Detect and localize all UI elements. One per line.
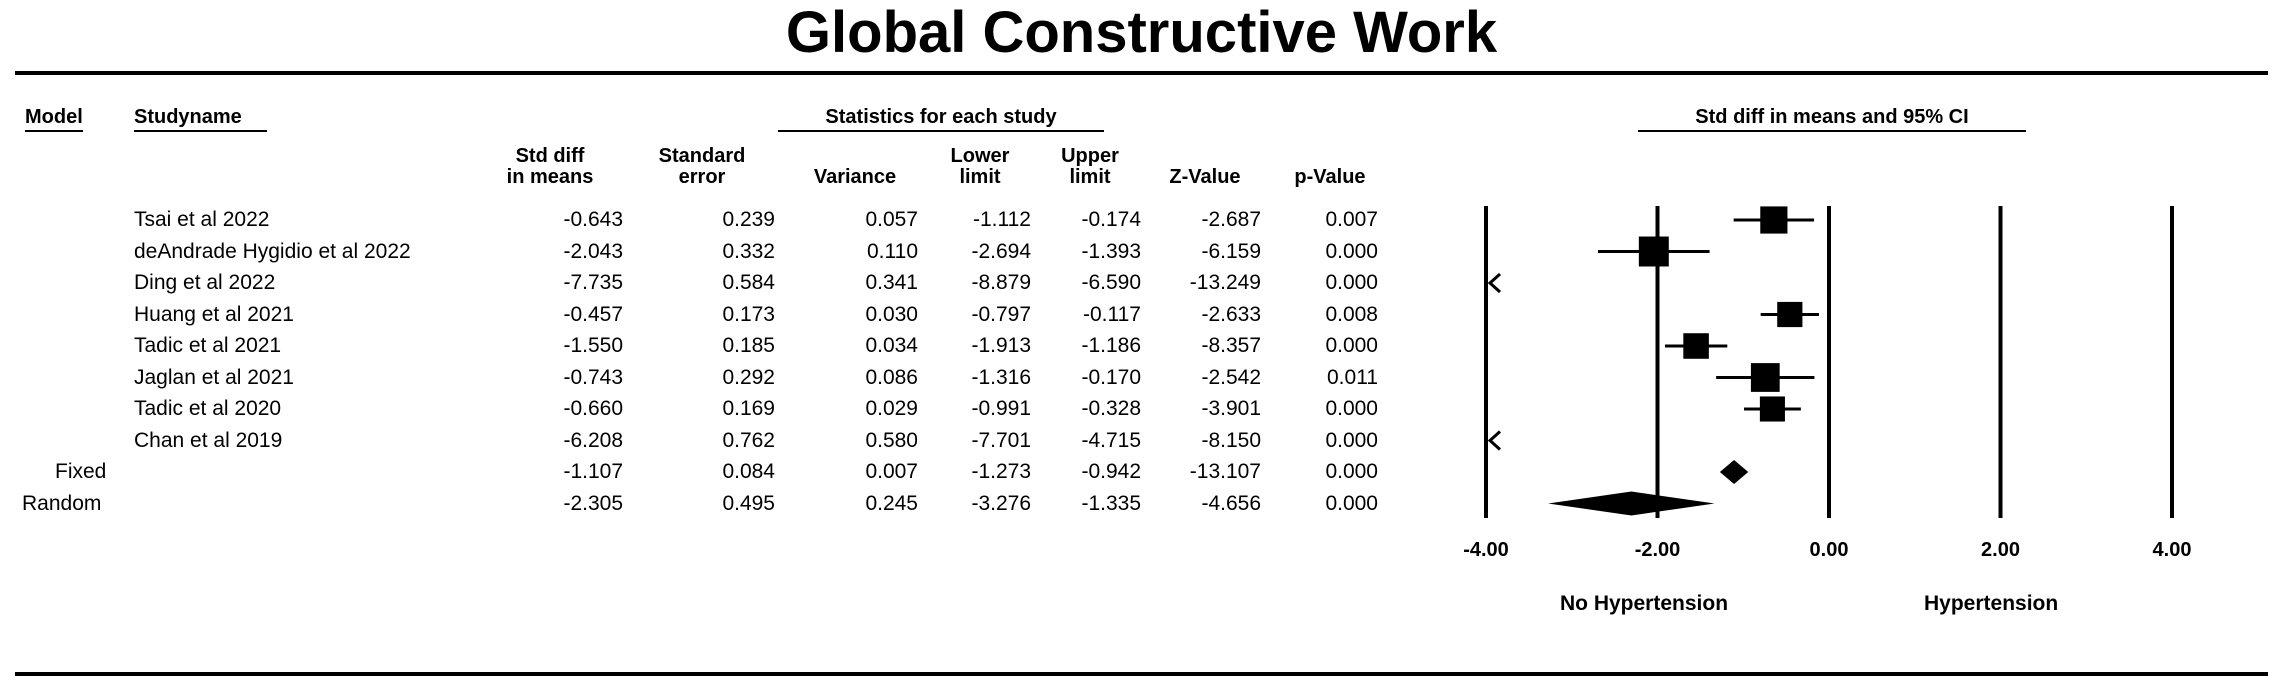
row-smd-value: -0.457 [563,302,623,326]
effect-square [1760,206,1787,233]
row-lower-value: -2.694 [971,239,1031,263]
row-z-value: -4.656 [1201,491,1261,515]
row-var-value: 0.341 [865,271,918,294]
row-p-value: 0.000 [1325,428,1378,452]
row-z-value: -8.150 [1201,428,1261,452]
row-var-value: 0.007 [865,460,918,483]
row-z-value: -2.687 [1201,208,1261,231]
row-lower-value: -1.112 [973,208,1031,231]
row-upper-value: -0.117 [1083,302,1141,326]
row-se-value: 0.239 [722,208,775,231]
figure-title: Global Constructive Work [785,0,1498,65]
favours-right-label: Hypertension [1924,592,2059,615]
row-lower-value: -1.316 [971,365,1031,389]
header-model: Model [25,106,83,132]
row-z-value: -13.107 [1189,460,1261,483]
x-tick-label: -2.00 [1634,539,1681,561]
effect-square [1683,333,1709,359]
row-study-name: Chan et al 2019 [134,428,283,452]
row-p-value: 0.000 [1325,460,1378,483]
favours-left-label: No Hypertension [1560,592,1729,615]
col-header-z: Z-Value [1169,166,1241,188]
row-var-value: 0.034 [865,334,918,357]
row-p-value: 0.000 [1325,271,1378,294]
row-z-value: -8.357 [1201,334,1261,357]
row-upper-value: -6.590 [1081,271,1141,294]
row-smd-value: -2.043 [563,239,623,263]
x-tick-label: 2.00 [1981,539,2020,561]
row-lower-value: -7.701 [971,428,1031,452]
row-se-value: 0.332 [722,239,775,263]
x-tick-label: 4.00 [2152,539,2192,561]
row-var-value: 0.110 [867,239,918,263]
row-upper-value: -1.186 [1081,334,1141,357]
header-studyname: Studyname [134,106,267,132]
effect-square [1777,302,1802,327]
row-upper-value: -1.335 [1081,491,1141,515]
row-model: Random [22,491,102,515]
row-var-value: 0.245 [865,491,918,515]
col-header-std-diff-line2: in means [506,166,594,188]
effect-square [1760,396,1785,421]
row-study-name: Ding et al 2022 [134,271,276,294]
row-smd-value: -7.735 [563,271,623,294]
col-header-upper-line2: limit [1069,166,1111,188]
row-model: Fixed [55,460,107,483]
row-var-value: 0.029 [865,397,918,420]
col-header-p: p-Value [1294,166,1366,188]
summary-diamond [1720,460,1748,484]
row-smd-value: -0.643 [563,208,623,231]
row-var-value: 0.030 [865,302,918,326]
row-upper-value: -0.328 [1081,397,1141,420]
col-header-lower-line1: Lower [950,145,1010,167]
row-smd-value: -2.305 [563,491,623,515]
row-p-value: 0.008 [1325,302,1378,326]
row-upper-value: -4.715 [1081,428,1141,452]
col-header-variance: Variance [813,166,897,188]
effect-square [1639,237,1669,267]
row-se-value: 0.762 [722,428,775,452]
row-p-value: 0.000 [1325,491,1378,515]
row-upper-value: -0.170 [1081,365,1141,389]
row-smd-value: -1.550 [563,334,623,357]
row-smd-value: -1.107 [563,460,623,483]
row-smd-value: -6.208 [563,428,623,452]
row-var-value: 0.580 [865,428,918,452]
row-z-value: -2.542 [1201,365,1261,389]
row-lower-value: -3.276 [971,491,1031,515]
row-p-value: 0.000 [1325,239,1378,263]
row-study-name: Tadic et al 2020 [134,397,282,420]
col-header-std-diff-line1: Std diff [515,145,585,167]
row-se-value: 0.495 [722,491,775,515]
row-z-value: -13.249 [1189,271,1261,294]
row-p-value: 0.011 [1327,365,1378,389]
col-header-lower-line2: limit [959,166,1001,188]
row-se-value: 0.185 [722,334,775,357]
row-se-value: 0.584 [722,271,775,294]
row-se-value: 0.292 [722,365,775,389]
row-study-name: Tsai et al 2022 [134,208,270,231]
x-tick-label: -4.00 [1463,539,1509,561]
col-header-upper-line1: Upper [1061,145,1119,167]
summary-diamond [1548,492,1714,516]
row-study-name: deAndrade Hygidio et al 2022 [134,239,411,263]
row-se-value: 0.173 [722,302,775,326]
row-upper-value: -0.942 [1081,460,1141,483]
row-lower-value: -1.913 [971,334,1031,357]
row-lower-value: -0.991 [971,397,1031,420]
x-tick-label: 0.00 [1809,539,1849,561]
row-var-value: 0.086 [865,365,918,389]
off-scale-arrow [1490,274,1500,292]
row-p-value: 0.000 [1325,397,1378,420]
col-header-se-line2: error [678,166,726,188]
row-lower-value: -1.273 [971,460,1031,483]
row-se-value: 0.084 [722,460,775,483]
row-smd-value: -0.660 [563,397,623,420]
row-z-value: -2.633 [1201,302,1261,326]
row-p-value: 0.007 [1325,208,1378,231]
row-study-name: Huang et al 2021 [134,302,294,326]
effect-square [1751,363,1780,392]
row-study-name: Jaglan et al 2021 [134,365,294,389]
row-upper-value: -0.174 [1081,208,1141,231]
row-lower-value: -8.879 [971,271,1031,294]
row-lower-value: -0.797 [971,302,1031,326]
header-stats-group: Statistics for each study [778,106,1104,132]
row-var-value: 0.057 [865,208,918,231]
row-upper-value: -1.393 [1081,239,1141,263]
row-z-value: -6.159 [1201,239,1261,263]
row-smd-value: -0.743 [563,365,623,389]
row-z-value: -3.901 [1201,397,1261,420]
col-header-se-line1: Standard [658,145,746,167]
row-study-name: Tadic et al 2021 [134,334,282,357]
off-scale-arrow [1490,432,1500,450]
row-p-value: 0.000 [1325,334,1378,357]
header-forest-group: Std diff in means and 95% CI [1638,106,2026,132]
row-se-value: 0.169 [722,397,775,420]
